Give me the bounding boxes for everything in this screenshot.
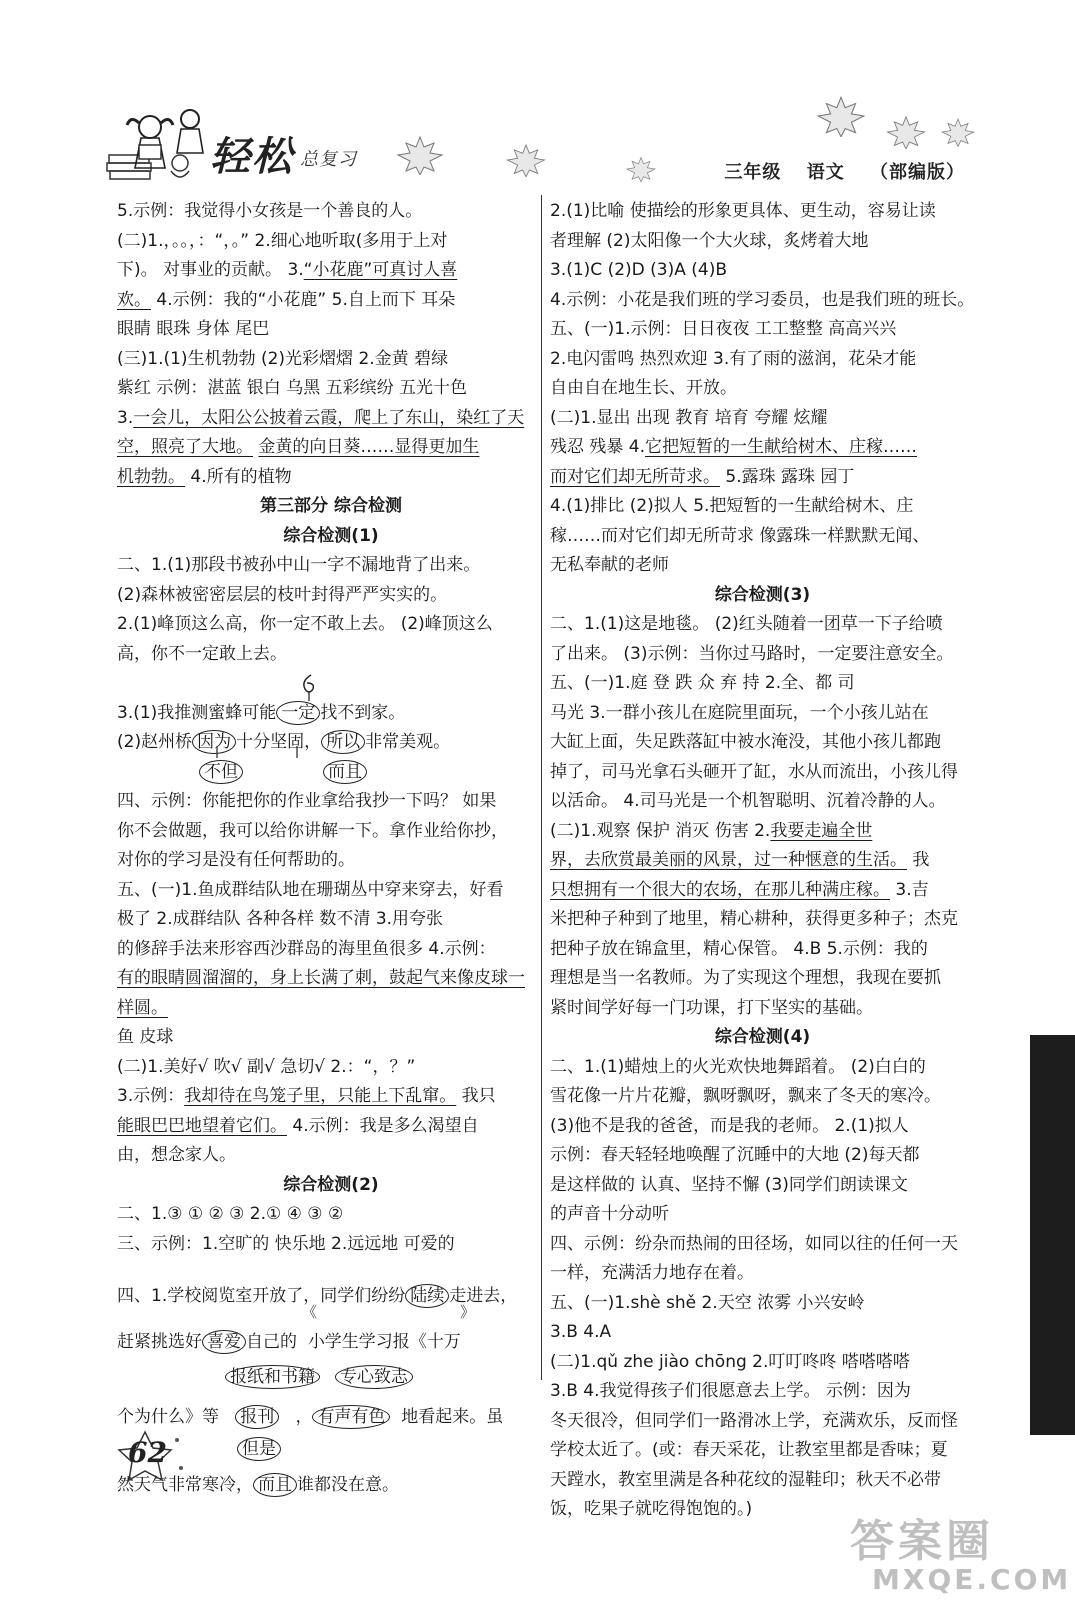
text-line: 3.(1)C (2)D (3)A (4)B	[550, 260, 728, 280]
text-span: ，	[295, 1407, 313, 1427]
edition-label: （部编版）	[870, 162, 965, 183]
section-heading-test2: 综合检测(2)	[283, 1174, 379, 1195]
text-line: 的声音十分动听	[550, 1204, 669, 1224]
text-line: 3.B 4.A	[550, 1322, 612, 1342]
text-line: 2.电闪雷鸣 热烈欢迎 3.有了雨的滋润，花朵才能	[550, 348, 917, 369]
circled-correction: 不但	[199, 760, 243, 784]
text-line: 5.示例：我觉得小女孩是一个善良的人。	[117, 201, 423, 221]
text-span: 3.示例：	[117, 1086, 185, 1106]
inserted-bracket: 《	[302, 1303, 318, 1321]
margin-thumb-tab	[1030, 1035, 1075, 1435]
text-line	[550, 433, 975, 463]
text-line: 米把种子种到了地里，精心耕种，获得更多种子；杰克	[550, 909, 958, 929]
text-line	[117, 1365, 545, 1397]
circled-word: 所以	[321, 730, 365, 754]
section-heading-test3: 综合检测(3)	[714, 584, 811, 605]
underlined-answer: 只想拥有一个很大的农场，在那儿种满庄稼。	[550, 879, 890, 900]
text-span: 然天气非常寒冷，	[117, 1475, 253, 1495]
text-span: 我	[907, 850, 930, 870]
grade-subject-label	[706, 158, 965, 184]
underlined-answer: 一会儿，太阳公公披着云霞，爬上了东山，染红了天	[133, 407, 525, 428]
text-line: 马光 3.一群小孩儿在庭院里面玩，一个小孩儿站在	[550, 702, 929, 723]
text-span: 3.	[117, 407, 134, 428]
text-span: 个为什么》等	[117, 1407, 219, 1427]
inserted-bracket: 》	[460, 1303, 476, 1321]
text-span: 5.露珠 露珠 园丁	[720, 466, 855, 487]
text-span: 残忍 残暴 4.	[550, 437, 646, 457]
text-line: (二)1.，。。，：“，。” 2.细心地听取(多用于上对	[117, 230, 448, 251]
text-line: 五、(一)1.庭 登 跌 众 弃 持 2.全、都 司	[550, 673, 855, 693]
text-line: 鱼 皮球	[117, 1027, 174, 1047]
text-line: (二)1.qǔ zhe jiào chōng 2.叮叮咚咚 嗒嗒嗒嗒	[550, 1351, 910, 1372]
text-line	[550, 876, 975, 906]
text-line	[550, 463, 975, 493]
underlined-answer: 能眼巴巴地望着它们。	[117, 1115, 287, 1136]
text-line: 的修辞手法来形容西沙群岛的海里鱼很多 4.示例：	[117, 938, 496, 959]
underlined-answer: 它把短暂的一生献给树木、庄稼……	[645, 437, 918, 457]
text-line: 天蹚水，教室里满是各种花纹的湿鞋印；秋天不必带	[550, 1469, 941, 1490]
text-span: 4.所有的植物	[185, 466, 292, 487]
text-line: 稼……而对它们却无所苛求 像露珠一样默默无闻、	[550, 525, 930, 546]
text-span: 4.示例：我的“小花鹿” 5.自上而下 耳朵	[151, 289, 456, 310]
text-line: 3.B 4.我觉得孩子们很愿意去上学。 示例：因为	[550, 1381, 911, 1401]
circled-correction: 而且	[253, 1473, 297, 1497]
text-line: 二、1.(1)蜡烛上的火光欢快地舞蹈着。 (2)白白的	[550, 1056, 926, 1077]
text-line	[117, 699, 545, 729]
text-span: 谁都没在意。	[297, 1475, 399, 1495]
underlined-answer: 机勃勃。	[117, 466, 185, 487]
text-line: 饭，吃果子就吃得饱饱的。)	[550, 1499, 753, 1519]
spacer	[117, 669, 545, 699]
text-line: 4.(1)排比 (2)拟人 5.把短暂的一生献给树木、庄	[550, 496, 914, 516]
text-line: 四、示例：纷杂而热闹的田径场，如同以往的任何一天	[550, 1233, 958, 1254]
text-line: (3)他不是我的爸爸，而是我的老师。 2.(1)拟人	[550, 1115, 909, 1136]
circled-correction: 有声有色	[312, 1405, 390, 1429]
circled-correction: 报刊	[235, 1405, 279, 1429]
section-heading-test4: 综合检测(4)	[714, 1027, 811, 1047]
text-span: 4.示例：我是多么渴望自	[287, 1115, 479, 1136]
text-span: (2)赵州桥	[117, 732, 193, 752]
text-line: 五、(一)1.鱼成群结队地在珊瑚丛中穿来穿去，好看	[117, 879, 504, 900]
brand-sub-title: 总复习	[300, 149, 357, 170]
underlined-answer: 界，去欣赏最美丽的风景，过一种惬意的生活。	[550, 850, 907, 870]
text-line: 自由自在地生长、开放。	[550, 378, 737, 398]
circled-word: 因为	[192, 730, 236, 754]
brand-main-title: 轻松	[210, 133, 294, 180]
insertion-mark-icon	[295, 673, 325, 703]
children-reading-illustration	[105, 105, 215, 185]
header	[95, 95, 995, 190]
text-line	[117, 1273, 545, 1319]
text-line: 理想是当一名教师。为了实现这个理想，我现在要抓	[550, 968, 941, 988]
correction-connector-icon	[197, 746, 337, 760]
spacer	[117, 1259, 545, 1273]
text-line: 二、1.③ ① ② ③ 2.① ④ ③ ②	[117, 1204, 344, 1224]
text-line: 大缸上面，失足跌落缸中被水淹没，其他小孩儿都跑	[550, 732, 941, 752]
circled-correction: 报纸和书籍	[225, 1365, 320, 1389]
circled-correction: 喜爱	[202, 1330, 246, 1354]
text-line: 由，想念家人。	[117, 1145, 236, 1165]
underlined-answer: 我要走遍全世	[770, 820, 873, 841]
text-line: 掉了，司马光拿石头砸开了缸，水从而流出，小孩儿得	[550, 761, 958, 782]
text-line: 一样，充满活力地存在着。	[550, 1263, 754, 1283]
text-line	[117, 1303, 545, 1365]
text-line	[550, 817, 975, 847]
circled-correction: 专心致志	[335, 1365, 413, 1389]
text-span: 赶紧挑选好	[117, 1332, 202, 1352]
text-line: 二、1.(1)这是地毯。 (2)红头随着一团草一下子给喷	[550, 614, 943, 634]
text-line: 是这样做的 认真、坚持不懈 (3)同学们朗读课文	[550, 1174, 908, 1195]
text-line: 紫红 示例：湛蓝 银白 乌黑 五彩缤纷 五光十色	[117, 378, 468, 398]
watermark-title: 答案圈	[850, 1516, 994, 1567]
text-line	[117, 433, 545, 463]
text-line	[117, 256, 545, 286]
text-line: 把种子放在锦盒里，精心保管。 4.B 5.示例：我的	[550, 938, 928, 959]
text-line: (2)森林被密密层层的枝叶封得严严实实的。	[117, 584, 448, 605]
text-line: 者理解 (2)太阳像一个大火球，炙烤着大地	[550, 230, 869, 251]
text-line: 眼睛 眼珠 身体 尾巴	[117, 319, 270, 339]
leaf-decoration-icon	[815, 95, 867, 137]
text-span: 十分坚固，	[236, 732, 322, 752]
text-line: 了出来。 (3)示例：当你过马路时，一定要注意安全。	[550, 643, 954, 664]
grade-label: 三年级	[724, 162, 782, 183]
underlined-answer: 金黄的向日葵……显得更加生	[258, 437, 480, 457]
subject-label: 语文	[806, 162, 845, 183]
underlined-answer: 有的眼睛圆溜溜的，身上长满了刺，鼓起气来像皮球一	[117, 968, 525, 988]
text-span: 下)。 对事业的贡献。 3.	[117, 260, 304, 280]
underlined-answer: 欢。	[117, 289, 151, 310]
text-span: 我只	[456, 1086, 496, 1106]
leaf-decoration-icon	[940, 117, 976, 147]
right-column	[550, 197, 975, 1525]
text-line: (三)1.(1)生机勃勃 (2)光彩熠熠 2.金黄 碧绿	[117, 348, 449, 369]
text-span: 《十万	[409, 1332, 461, 1352]
text-line: 极了 2.成群结队 各种各样 数不清 3.用夸张	[117, 909, 444, 929]
text-line: 四、示例：你能把你的作业拿给我抄一下吗？ 如果	[117, 791, 497, 811]
text-line: 示例：春天轻轻地唤醒了沉睡中的大地 (2)每天都	[550, 1145, 920, 1165]
watermark-url: MXQE.COM	[872, 1563, 1072, 1596]
leaf-decoration-icon	[625, 155, 657, 183]
text-line: 学校太近了。(或：春天采花，让教室里都是香味；夏	[550, 1440, 948, 1460]
text-line: 2.(1)峰顶这么高，你一定不敢上去。 (2)峰顶这么	[117, 614, 493, 634]
text-line	[117, 964, 545, 994]
underlined-answer: 样圆。	[117, 997, 168, 1018]
text-line	[117, 1082, 545, 1112]
text-span: 自己	[246, 1332, 280, 1352]
text-line: 你不会做题，我可以给你讲解一下。拿作业给你抄，	[117, 820, 508, 841]
text-line	[117, 463, 545, 493]
text-line: 冬天很冷，但同学们一路滑冰上学，充满欢乐，反而怪	[550, 1410, 958, 1431]
text-span: 四、1.学校阅览室开放了，同学们纷纷	[117, 1286, 406, 1306]
text-line: 五、(一)1.示例：日日夜夜 工工整整 高高兴兴	[550, 319, 897, 339]
text-span: 地看起来。虽	[401, 1407, 504, 1427]
text-span: 走进去，	[449, 1286, 518, 1306]
text-span: 的	[280, 1332, 297, 1352]
underlined-answer: “小花鹿”可真讨人喜	[303, 260, 458, 280]
leaf-decoration-icon	[885, 115, 927, 149]
leaf-decoration-icon	[505, 143, 547, 177]
text-line: 高，你不一定敢上去。	[117, 643, 287, 664]
section-heading-test1: 综合检测(1)	[283, 525, 379, 546]
circled-correction: 一定	[276, 701, 320, 725]
underlined-answer: 我却待在鸟笼子里，只能上下乱窜。	[184, 1086, 457, 1106]
page-number: 62	[128, 1436, 167, 1469]
text-line	[117, 286, 545, 316]
text-line: 雪花像一片片花瓣，飘呀飘呀，飘来了冬天的寒冷。	[550, 1086, 941, 1106]
text-line: 以活命。 4.司马光是一个机智聪明、沉着冷静的人。	[550, 791, 946, 811]
text-span: 3.吉	[890, 879, 929, 900]
text-line: 二、1.(1)那段书被孙中山一字不漏地背了出来。	[117, 555, 481, 575]
text-span: 小学生学习报	[307, 1332, 410, 1352]
circled-correction: 但是	[237, 1437, 281, 1461]
section-heading-part3: 第三部分 综合检测	[260, 496, 402, 516]
text-line	[117, 994, 545, 1024]
leaf-decoration-icon	[395, 135, 445, 175]
underlined-answer: 而对它们却无所苛求。	[550, 466, 720, 487]
text-line: 对你的学习是没有任何帮助的。	[117, 850, 355, 870]
text-line	[117, 1112, 545, 1142]
text-line: 4.示例：小花是我们班的学习委员，也是我们班的班长。	[550, 289, 975, 310]
text-line	[117, 404, 545, 434]
text-line: 三、示例：1.空旷的 快乐地 2.远远地 可爱的	[117, 1233, 455, 1254]
text-span: (二)1.观察 保护 消灭 伤害 2.	[550, 820, 771, 841]
circled-correction: 而且	[323, 760, 367, 784]
text-line: 2.(1)比喻 使描绘的形象更具体、更生动，容易让读	[550, 201, 936, 221]
underlined-answer: 空，照亮了大地。	[117, 437, 253, 457]
text-line	[117, 758, 545, 788]
circled-correction: 陆续	[405, 1284, 449, 1308]
text-line: 紧时间学好每一门功课，打下坚实的基础。	[550, 997, 873, 1018]
text-line: 五、(一)1.shè shě 2.天空 浓雾 小兴安岭	[550, 1292, 865, 1313]
text-line	[550, 846, 975, 876]
text-line: 无私奉献的老师	[550, 555, 669, 575]
text-line: (二)1.显出 出现 教育 培育 夸耀 炫耀	[550, 407, 828, 428]
text-span: 找不到家。	[320, 702, 406, 723]
left-column	[117, 197, 545, 1505]
text-span: 非常美观。	[365, 732, 451, 752]
text-line: (二)1.美好√ 吹√ 副√ 急切√ 2.：“，？”	[117, 1056, 416, 1077]
text-span: 3.(1)我推测蜜蜂可能	[117, 702, 277, 723]
